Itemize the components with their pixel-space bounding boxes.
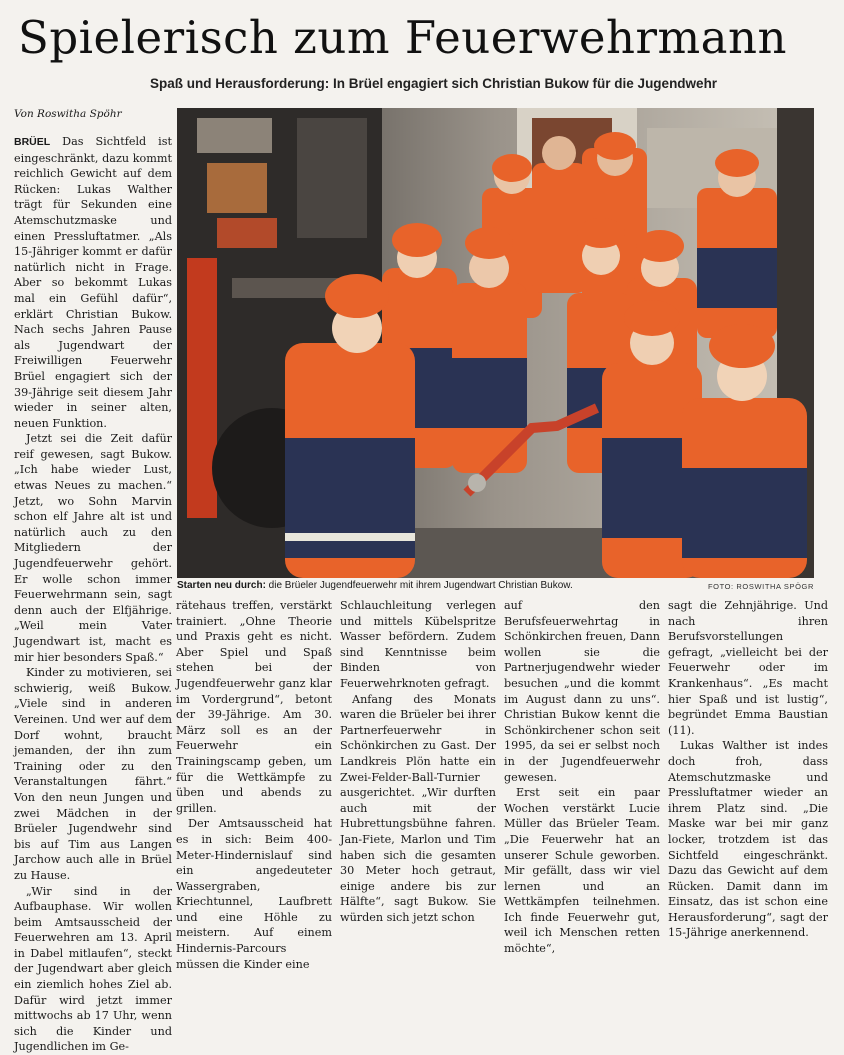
photo-credit: FOTO: ROSWITHA SPÖGR — [708, 582, 814, 591]
paragraph: Jetzt sei die Zeit dafür reif gewesen, sagt Bukow. „Ich habe wieder Lust, etwas Neues zu machen.“ Jetzt, wo Sohn Marvin schon elf Jahre alt ist und natürlich auch zu den Mitgliedern der Jugendfeuerwehr gehört. Er wolle schon immer Feuerwehrmann sein, sagt denn auch der Elfjährige. „Weil mein Vater Jugendwart ist, macht es mir hier besonders Spaß.“ — [14, 431, 172, 665]
paragraph: rätehaus treffen, verstärkt trainiert. „Ohne Theorie und Praxis geht es nicht. Aber Spiel und Spaß stehen bei der Jugendfeuerwehr ganz klar im Vordergrund“, betont der 39-Jährige. Am 30. März soll es an der Feuerwehr ein Trainingscamp geben, um für die Wettkämpfe zu üben und abends zu grillen. — [176, 598, 332, 816]
firefighter-group-photo — [177, 108, 814, 578]
caption-text: die Brüeler Jugendfeuerwehr mit ihrem Jugendwart Christian Bukow. — [266, 580, 573, 591]
paragraph: Kinder zu motivieren, sei schwierig, weiß Bukow. „Viele sind in anderen Vereinen. Und wer auf dem Dorf wohnt, braucht jemanden, der ihn zum Training oder zu den Veranstaltungen fährt.“ Von den neun Jungen und zwei Mädchen in der Brüeler Jugendwehr sind bis auf Tim aus Langen Jarchow auch alle in Brüel zu Hause. — [14, 665, 172, 883]
paragraph: Lukas Walther ist indes doch froh, dass Atemschutzmaske und Pressluftatmer wieder an ihrem Platz sind. „Die Maske war bei mir ganz locker, trotzdem ist das Sichtfeld eingeschränkt. Dazu das Gewicht auf dem Rücken. Damit dann im Einsatz, das ist schon eine Herausforderung“, sagt der 15-Jährige anerkennend. — [668, 738, 828, 941]
article-photo — [177, 108, 814, 578]
subheadline: Spaß und Herausforderung: In Brüel engagiert sich Christian Bukow für die Jugendwehr — [150, 76, 750, 91]
column-3 — [340, 598, 496, 925]
byline: Von Roswitha Spöhr — [14, 108, 122, 120]
paragraph: auf den Berufsfeuerwehrtag in Schönkirchen freuen, Dann wollen sie die Partnerjugendwehr wieder besuchen „und die kommt im August dann zu uns“. Christian Bukow kennt die Schönkirchener schon seit 1995, da sei er selbst noch in der Jugendfeuerwehr gewesen. — [504, 598, 660, 785]
column-5 — [668, 598, 828, 941]
dateline: BRÜEL — [14, 136, 50, 148]
paragraph: „Wir sind in der Aufbauphase. Wir wollen beim Amtsausscheid der Feuerwehren am 13. April in Dabel mitlaufen“, steckt der Jugendwart aber gleich ein ziemlich hohes Ziel ab. Dafür wird jetzt immer mittwochs ab 17 Uhr, wenn sich die Kinder und Jugendlichen im Ge- — [14, 884, 172, 1055]
paragraph: Das Sichtfeld ist eingeschränkt, dazu kommt reichlich Gewicht auf dem Rücken: Lukas Walther trägt für Sekunden eine Atemschutzmaske und einen Pressluftatmer. „Als 15-Jähriger kommt er dafür natürlich nicht in Frage. Aber so bekommt Lukas mal ein Gefühl dafür“, erklärt Christian Bukow. Nach sechs Jahren Pause als Jugendwart der Freiwilligen Feuerwehr Brüel engagiert sich der 39-Jährige seit diesem Jahr wieder in seiner alten, neuen Funktion. — [14, 135, 172, 430]
paragraph: sagt die Zehnjährige. Und nach ihren Berufsvorstellungen gefragt, „vielleicht bei der Feuerwehr oder im Krankenhaus“. „Es macht hier Spaß und ist lustig“, begründet Emma Baustian (11). — [668, 598, 828, 738]
column-4 — [504, 598, 660, 957]
caption-lead: Starten neu durch: — [177, 580, 266, 591]
paragraph: Erst seit ein paar Wochen verstärkt Lucie Müller das Brüeler Team. „Die Feuerwehr hat an unserer Schule geworben. Mir gefällt, dass wir viel lernen und an Wettkämpfen teilnehmen. Ich finde Feuerwehr gut, weil ich Menschen retten möchte“, — [504, 785, 660, 957]
column-2 — [176, 598, 332, 972]
column-1 — [14, 134, 172, 1055]
paragraph: Schlauchleitung verlegen und mittels Kübelspritze Wasser befördern. Zudem sind Kenntnisse beim Binden von Feuerwehrknoten gefragt. — [340, 598, 496, 692]
paragraph: Anfang des Monats waren die Brüeler bei ihrer Partnerfeuerwehr in Schönkirchen zu Gast. Der Landkreis Plön hatte ein Zwei-Felder-Ball-Turnier ausgerichtet. „Wir durften auch mit der Hubrettungsbühne fahren. Jan-Fiete, Marlon und Tim haben sich die gesamten 30 Meter hoch getraut, einige andere bis zur Hälfte“, sagt Bukow. Sie würden sich jetzt schon — [340, 692, 496, 926]
photo-caption — [177, 580, 814, 591]
headline: Spielerisch zum Feuerwehrmann — [18, 8, 828, 68]
paragraph: Der Amtsausscheid hat es in sich: Beim 400-Meter-Hindernislauf sind ein angedeuteter Wassergraben, Kriechtunnel, Laufbrett und eine Höhle zu meistern. Auf einem Hindernis-Parcours müssen die Kinder eine — [176, 816, 332, 972]
